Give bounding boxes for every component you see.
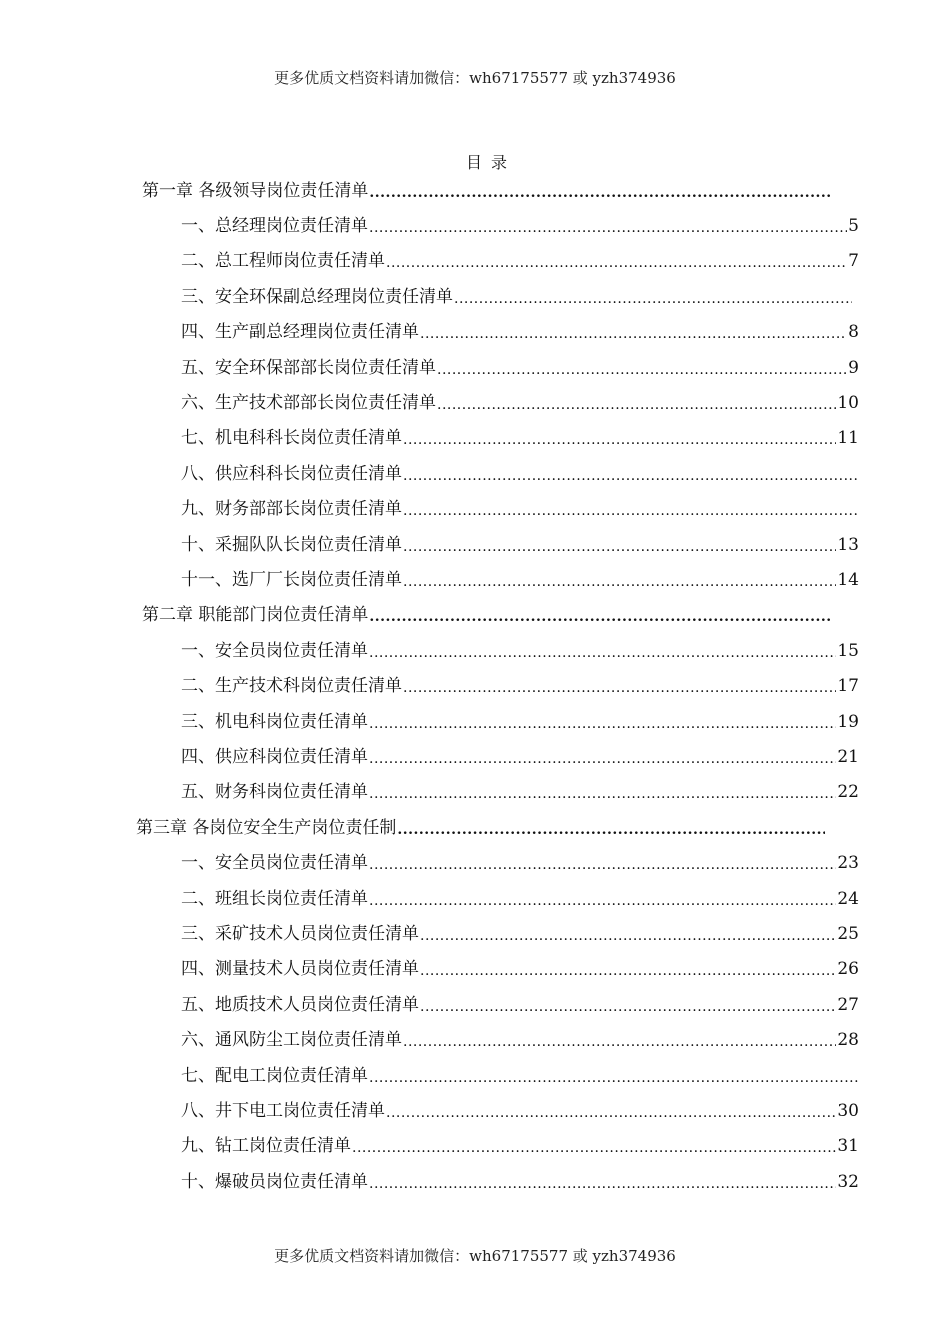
toc-entry-label: 三、机电科岗位责任清单	[181, 712, 368, 732]
toc-page-number: 11	[837, 428, 859, 448]
toc-leader-dots	[386, 1104, 836, 1122]
toc-page-number: 22	[837, 782, 859, 802]
toc-leader-dots	[369, 219, 847, 237]
toc-leader-dots	[420, 927, 836, 945]
toc-chapter-1[interactable]	[142, 172, 832, 202]
toc-entry-label: 一、总经理岗位责任清单	[181, 216, 368, 236]
toc-leader-dots	[369, 856, 836, 874]
toc-entry-label: 四、测量技术人员岗位责任清单	[181, 959, 419, 979]
toc-entry-label: 三、安全环保副总经理岗位责任清单	[181, 287, 453, 307]
page-footer: 更多优质文档资料请加微信：wh67175577 或 yzh374936	[274, 1247, 676, 1265]
toc-page-number: 27	[837, 995, 859, 1015]
toc-leader-dots	[369, 644, 836, 662]
toc-entry-label: 四、生产副总经理岗位责任清单	[181, 322, 419, 342]
toc-entry-label: 五、地质技术人员岗位责任清单	[181, 995, 419, 1015]
toc-entry-label: 二、生产技术科岗位责任清单	[181, 676, 402, 696]
toc-page-number: 5	[848, 216, 859, 236]
toc-entry-label: 十、采掘队队长岗位责任清单	[181, 535, 402, 555]
toc-entry[interactable]	[181, 738, 859, 768]
toc-page-number: 28	[837, 1030, 859, 1050]
toc-entry[interactable]	[181, 419, 859, 449]
toc-page-number: 13	[837, 535, 859, 555]
toc-entry-label: 九、钻工岗位责任清单	[181, 1136, 351, 1156]
toc-leader-dots	[403, 573, 836, 591]
toc-entry-label: 二、总工程师岗位责任清单	[181, 251, 385, 271]
toc-entry-label: 五、财务科岗位责任清单	[181, 782, 368, 802]
toc-leader-dots	[403, 502, 858, 520]
toc-entry-label: 六、生产技术部部长岗位责任清单	[181, 393, 436, 413]
toc-leader-dots	[352, 1139, 836, 1157]
toc-entry[interactable]	[181, 526, 859, 556]
toc-entry[interactable]	[181, 490, 859, 520]
toc-leader-dots	[386, 254, 847, 272]
toc-entry-label: 五、安全环保部部长岗位责任清单	[181, 358, 436, 378]
page-header: 更多优质文档资料请加微信：wh67175577 或 yzh374936	[274, 69, 676, 87]
toc-leader-dots	[369, 184, 831, 202]
toc-entry[interactable]	[181, 915, 859, 945]
toc-leader-dots	[420, 325, 847, 343]
toc-entry-label: 六、通风防尘工岗位责任清单	[181, 1030, 402, 1050]
toc-leader-dots	[403, 538, 836, 556]
toc-leader-dots	[403, 431, 836, 449]
toc-page-number: 23	[837, 853, 859, 873]
toc-entry-label: 第一章 各级领导岗位责任清单	[142, 181, 369, 201]
toc-page-number: 26	[837, 959, 859, 979]
toc-leader-dots	[454, 290, 852, 308]
toc-entry[interactable]	[181, 242, 859, 272]
toc-entry[interactable]	[181, 950, 859, 980]
toc-leader-dots	[403, 467, 858, 485]
toc-leader-dots	[397, 821, 825, 839]
toc-entry-label: 七、机电科科长岗位责任清单	[181, 428, 402, 448]
toc-entry-label: 二、班组长岗位责任清单	[181, 889, 368, 909]
toc-page-number: 32	[837, 1172, 859, 1192]
toc-chapter-3[interactable]	[136, 809, 826, 839]
toc-entry-label: 四、供应科岗位责任清单	[181, 747, 368, 767]
toc-leader-dots	[403, 679, 836, 697]
toc-entry[interactable]	[181, 667, 859, 697]
toc-entry-label: 七、配电工岗位责任清单	[181, 1066, 368, 1086]
toc-entry-label: 第三章 各岗位安全生产岗位责任制	[136, 818, 397, 838]
toc-entry[interactable]	[181, 703, 859, 733]
toc-entry[interactable]	[181, 1127, 859, 1157]
toc-leader-dots	[369, 785, 836, 803]
toc-entry[interactable]	[181, 880, 859, 910]
toc-entry[interactable]	[181, 844, 859, 874]
toc-entry[interactable]	[181, 1021, 859, 1051]
toc-page-number: 25	[837, 924, 859, 944]
toc-leader-dots	[403, 1033, 836, 1051]
toc-entry[interactable]	[181, 773, 859, 803]
toc-page-number: 7	[848, 251, 859, 271]
toc-entry-label: 八、供应科科长岗位责任清单	[181, 464, 402, 484]
toc-page-number: 21	[837, 747, 859, 767]
toc-leader-dots	[369, 892, 836, 910]
toc-page-number: 19	[837, 712, 859, 732]
toc-page-number: 17	[837, 676, 859, 696]
toc-entry[interactable]	[181, 561, 859, 591]
toc-entry[interactable]	[181, 207, 859, 237]
toc-page-number: 8	[848, 322, 859, 342]
toc-entry-label: 一、安全员岗位责任清单	[181, 641, 368, 661]
toc-page-number: 24	[837, 889, 859, 909]
toc-leader-dots	[420, 998, 836, 1016]
toc-page-number: 14	[837, 570, 859, 590]
toc-entry-label: 一、安全员岗位责任清单	[181, 853, 368, 873]
toc-entry[interactable]	[181, 1092, 859, 1122]
toc-entry-label: 十一、选厂厂长岗位责任清单	[181, 570, 402, 590]
toc-leader-dots	[437, 361, 847, 379]
toc-page-number: 10	[837, 393, 859, 413]
toc-page-number: 31	[837, 1136, 859, 1156]
toc-entry[interactable]	[181, 349, 859, 379]
toc-chapter-2[interactable]	[142, 596, 832, 626]
toc-page-number: 30	[837, 1101, 859, 1121]
toc-entry[interactable]	[181, 455, 859, 485]
toc-entry[interactable]	[181, 278, 853, 308]
toc-entry[interactable]	[181, 986, 859, 1016]
toc-entry[interactable]	[181, 632, 859, 662]
toc-entry[interactable]	[181, 384, 859, 414]
toc-page-number: 9	[848, 358, 859, 378]
toc-entry[interactable]	[181, 313, 859, 343]
toc-title: 目 录	[465, 153, 510, 172]
toc-leader-dots	[420, 962, 836, 980]
toc-entry-label: 八、井下电工岗位责任清单	[181, 1101, 385, 1121]
toc-entry[interactable]	[181, 1057, 859, 1087]
toc-leader-dots	[369, 750, 836, 768]
toc-entry-label: 三、采矿技术人员岗位责任清单	[181, 924, 419, 944]
toc-leader-dots	[369, 1175, 836, 1193]
toc-entry[interactable]	[181, 1163, 859, 1193]
toc-entry-label: 第二章 职能部门岗位责任清单	[142, 605, 369, 625]
toc-leader-dots	[369, 715, 836, 733]
toc-entry-label: 九、财务部部长岗位责任清单	[181, 499, 402, 519]
toc-page-number: 15	[837, 641, 859, 661]
toc-leader-dots	[369, 1069, 858, 1087]
toc-leader-dots	[369, 608, 831, 626]
toc-entry-label: 十、爆破员岗位责任清单	[181, 1172, 368, 1192]
toc-leader-dots	[437, 396, 836, 414]
